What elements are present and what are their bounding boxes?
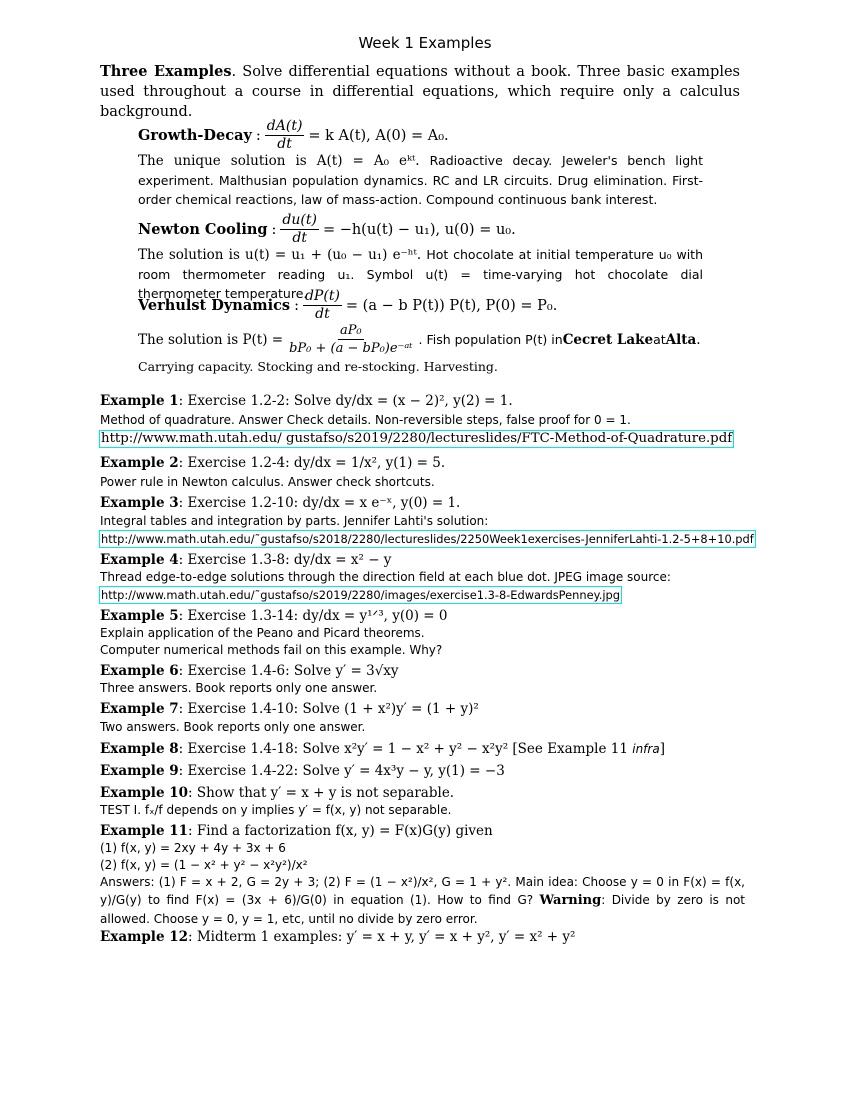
example-5-note-a: Explain application of the Peano and Picard theorems. xyxy=(100,626,425,640)
example-11-answers: Answers: (1) F = x + 2, G = 2y + 3; (2) F = (1 − x²)/x², G = 1 + y². Main idea: Choose y = 0 in F(x) = f(x, y)/G(y) to find F(x) = (3x + 6)/G(0) in equation (1). How to find G? Warning: Divide by zero is not allowed. Choose y = 0, y = 1, etc, until no divide by zero error. xyxy=(100,875,746,926)
verhulst-derivative: $\frac{dP(t)}{dt}$ xyxy=(304,288,340,322)
example-3-note: Integral tables and integration by parts. Jennifer Lahti's solution: xyxy=(100,514,489,528)
newton-cooling-description: The solution is u(t) = u₁ + (u₀ − u₁) e⁻ʰᵗ. Hot chocolate at initial temperature u₀ with room thermometer reading u₁. Symbol u(t) = time-varying hot chocolate dial thermometer temperature. xyxy=(138,247,703,301)
example-11: Example 11: Find a factorization f(x, y) = F(x)G(y) given xyxy=(100,823,493,839)
example-11-case-1: (1) f(x, y) = 2xy + 4y + 3x + 6 xyxy=(100,841,286,855)
example-10: Example 10: Show that y′ = x + y is not separable. xyxy=(100,785,455,801)
example-12: Example 12: Midterm 1 examples: y′ = x + y, y′ = x + y², y′ = x² + y² xyxy=(100,929,576,945)
example-5-note-b: Computer numerical methods fail on this example. Why? xyxy=(100,643,443,657)
lahti-solution-link[interactable]: http://www.math.utah.edu/˜gustafso/s2018/2280/lectureslides/2250Week1exercises-JenniferLahti-1.2-5+8+10.pdf xyxy=(101,532,754,546)
verhulst-description: Carrying capacity. Stocking and re-stocking. Harvesting. xyxy=(138,359,498,374)
direction-field-image-link[interactable]: http://www.math.utah.edu/˜gustafso/s2019/2280/images/exercise1.3-8-EdwardsPenney.jpg xyxy=(101,588,620,602)
page-title: Week 1 Examples xyxy=(358,34,492,52)
example-6: Example 6: Exercise 1.4-6: Solve y′ = 3√xy xyxy=(100,663,399,679)
newton-cooling-rhs: = −h(u(t) − u₁), u(0) = u₀. xyxy=(322,221,516,238)
example-1-note: Method of quadrature. Answer Check details. Non-reversible steps, false proof for 0 = 1. xyxy=(100,413,631,427)
newton-cooling-derivative: $\frac{du(t)}{dt}$ xyxy=(282,212,317,246)
intro-paragraph xyxy=(100,62,740,122)
example-9: Example 9: Exercise 1.4-22: Solve y′ = 4x³y − y, y(1) = −3 xyxy=(100,763,505,779)
example-6-note: Three answers. Book reports only one answer. xyxy=(100,681,378,695)
example-10-note: TEST I. fₓ/f depends on y implies y′ = f(x, y) not separable. xyxy=(100,803,452,817)
quadrature-pdf-link[interactable]: http://www.math.utah.edu/ gustafso/s2019/2280/lectureslides/FTC-Method-of-Quadrature.pdf xyxy=(101,431,733,446)
verhulst-name: Verhulst Dynamics xyxy=(138,297,291,314)
example-2: Example 2: Exercise 1.2-4: dy/dx = 1/x², y(1) = 5. xyxy=(100,455,446,471)
growth-decay-rhs: = k A(t), A(0) = A₀. xyxy=(308,127,449,144)
example-2-note: Power rule in Newton calculus. Answer check shortcuts. xyxy=(100,475,435,489)
growth-decay-block xyxy=(138,118,703,209)
newton-cooling-equation: Newton Cooling : $\frac{du(t)}{dt}$ = −h(u(t) − u₁), u(0) = u₀. xyxy=(138,212,516,246)
verhulst-rhs: = (a − b P(t)) P(t), P(0) = P₀. xyxy=(345,297,558,314)
growth-decay-derivative: $\frac{dA(t)}{dt}$ xyxy=(266,118,303,152)
lake-name: Cecret Lake xyxy=(562,331,654,348)
example-3: Example 3: Exercise 1.2-10: dy/dx = x e⁻ˣ, y(0) = 1. xyxy=(100,495,461,511)
verhulst-solution-fraction: $\frac{\text{aP₀}}{\text{bP₀ + (a − bP₀)e⁻ᵃᵗ}}$ xyxy=(289,323,413,356)
verhulst-solution: The solution is P(t) = $\frac{\text{aP₀}}{\text{bP₀ + (a − bP₀)e⁻ᵃᵗ}}$ . Fish population P(t) in Cecret Lake at Alta . xyxy=(138,323,701,356)
intro-heading: Three Examples xyxy=(100,63,232,80)
example-11-case-2: (2) f(x, y) = (1 − x² + y² − x²y²)/x² xyxy=(100,858,308,872)
intro-text: . Solve differential equations without a book. Three basic examples used throughout a course in differential equations, which require only a calculus background. xyxy=(100,64,740,120)
place-name: Alta xyxy=(665,331,697,348)
verhulst-dynamics-block xyxy=(138,288,703,376)
growth-decay-description: The unique solution is A(t) = A₀ eᵏᵗ. Radioactive decay. Jeweler's bench light experiment. Malthusian population dynamics. RC and LR circuits. Drug elimination. First-order chemical reactions, law of mass-action. Compound continuous bank interest. xyxy=(138,153,703,207)
example-4: Example 4: Exercise 1.3-8: dy/dx = x² − y xyxy=(100,552,392,568)
example-5: Example 5: Exercise 1.3-14: dy/dx = y¹ᐟ³, y(0) = 0 xyxy=(100,608,448,624)
warning-label: Warning xyxy=(539,893,602,908)
example-7: Example 7: Exercise 1.4-10: Solve (1 + x²)y′ = (1 + y)² xyxy=(100,701,479,717)
newton-cooling-name: Newton Cooling xyxy=(138,221,268,238)
example-4-note: Thread edge-to-edge solutions through the direction field at each blue dot. JPEG image source: xyxy=(100,570,671,584)
growth-decay-equation: Growth-Decay : $\frac{dA(t)}{dt}$ = k A(t), A(0) = A₀. xyxy=(138,118,449,152)
growth-decay-name: Growth-Decay xyxy=(138,127,252,144)
example-8: Example 8: Exercise 1.4-18: Solve x²y′ = 1 − x² + y² − x²y² [See Example 11 infra] xyxy=(100,741,665,757)
verhulst-equation: Verhulst Dynamics : $\frac{dP(t)}{dt}$ = (a − b P(t)) P(t), P(0) = P₀. xyxy=(138,288,558,322)
example-1: Example 1: Exercise 1.2-2: Solve dy/dx = (x − 2)², y(2) = 1. xyxy=(100,393,513,409)
example-7-note: Two answers. Book reports only one answer. xyxy=(100,720,366,734)
